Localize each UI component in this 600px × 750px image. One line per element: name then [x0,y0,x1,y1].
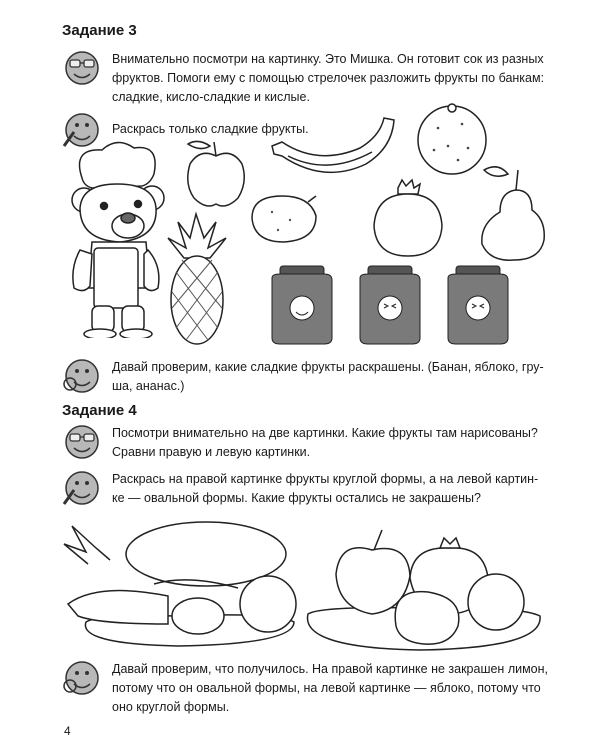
task3-check [62,358,582,398]
task4-color-line1: Раскрась на правой картинке фрукты круглой формы, а на левой картин- [112,472,539,486]
page-number: 4 [64,724,71,738]
lemon-drawing [248,190,320,246]
task4-check [62,660,582,720]
jar-sour [448,266,508,344]
task3-intro [62,50,582,110]
jar-sweet-sour [360,266,420,344]
task3-instruction-line1: Внимательно посмотри на картинку. Это Мишка. Он готовит сок из разных [112,52,544,66]
task4-heading: Задание 4 [62,402,137,419]
right-fruit-plate [300,526,550,656]
task4-check-line3: оно круглой формы. [112,700,230,714]
task4-instruction-line1: Посмотри внимательно на две картинки. Какие фрукты там нарисованы? [112,426,538,440]
task4-check-line2: потому что он овальной формы, на левой картинке — яблоко, потому что [112,681,541,695]
task3-instruction-line3: сладкие, кисло-сладкие и кислые. [112,90,310,104]
apple-drawing [180,136,252,210]
pencil-smiley-icon [62,470,102,506]
task4-intro [62,424,582,464]
pomegranate-drawing [368,176,448,260]
pear-drawing [470,160,550,264]
task3-instruction-line2: фруктов. Помоги ему с помощью стрелочек разложить фрукты по банкам: [112,71,545,85]
glasses-smiley-icon [62,50,102,86]
pineapple-drawing [156,208,238,348]
task3-heading: Задание 3 [62,22,137,39]
task4-check-line1: Давай проверим, что получилось. На правой картинке не закрашен лимон, [112,662,549,676]
task4-color-line2: ке — овальной формы. Какие фрукты остались не закрашены? [112,491,481,505]
banana-drawing [268,112,398,180]
task3-color-text: Раскрась только сладкие фрукты. [112,122,309,136]
task3-check-line2: ша, ананас.) [112,379,185,393]
task3-check-line1: Давай проверим, какие сладкие фрукты раскрашены. (Банан, яблоко, гру- [112,360,544,374]
magnifier-smiley-icon [62,358,102,394]
jar-sweet [272,266,332,344]
jars-row [260,262,520,346]
magnifier-smiley-icon [62,660,102,696]
glasses-smiley-icon [62,424,102,460]
task4-instruction-line2: Сравни правую и левую картинки. [112,445,311,459]
left-fruit-plate [58,504,308,652]
